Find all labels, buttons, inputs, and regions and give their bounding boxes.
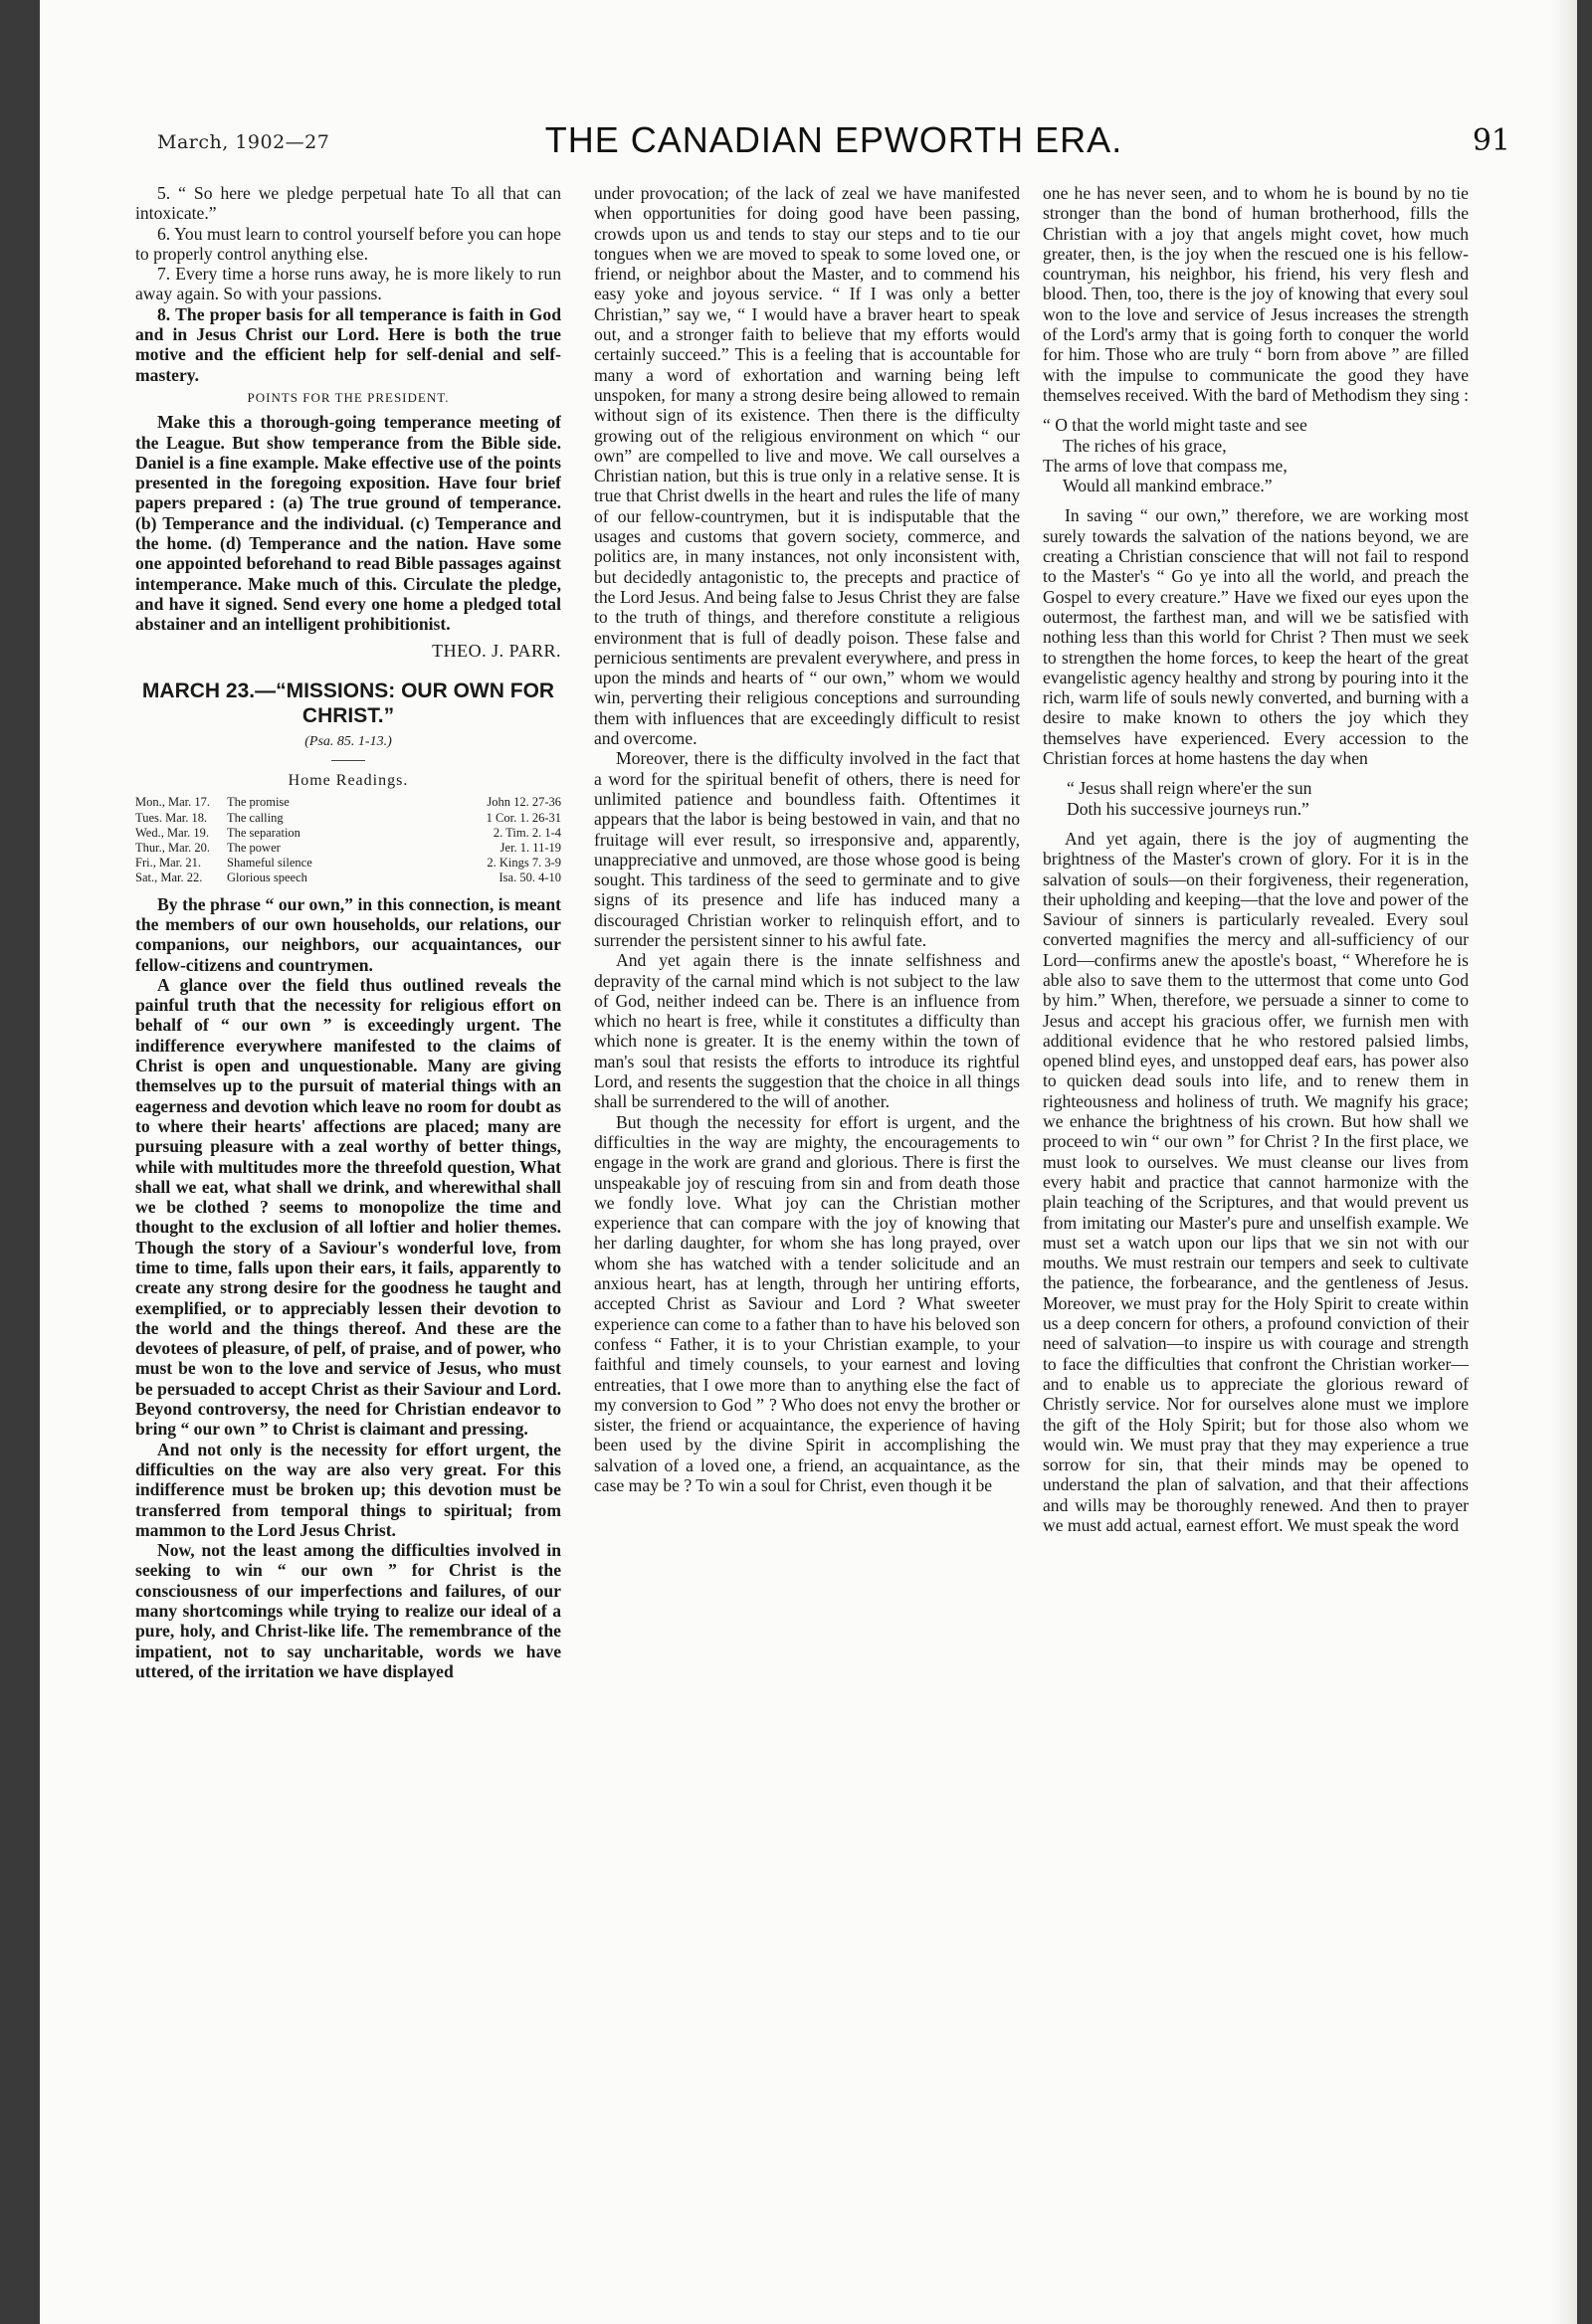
- table-row: [135, 795, 561, 810]
- verse-line: Would all mankind embrace.”: [1063, 476, 1273, 496]
- hymn-verse: [1043, 778, 1469, 819]
- verse-line: The arms of love that compass me,: [1043, 455, 1288, 476]
- reading-topic: Shameful silence: [227, 856, 312, 871]
- reading-day: Wed., Mar. 19.: [135, 825, 209, 840]
- verse-line: Doth his successive journeys run.”: [1067, 798, 1309, 819]
- body-paragraph: And not only is the necessity for effort urgent, the difficulties on the way are also very great. For this indifference must be broken up; this devotion must be transferred from temporal things to spiritual; from mammon to the Lord Jesus Christ.: [135, 1439, 561, 1540]
- table-row: [135, 811, 561, 826]
- home-readings-title: Home Readings.: [288, 772, 409, 790]
- reading-ref: 1 Cor. 1. 26-31: [486, 810, 561, 825]
- list-item: 7. Every time a horse runs away, he is more likely to run away again. So with your passions.: [135, 264, 561, 304]
- scripture-reference: (Psa. 85. 1-13.): [304, 733, 392, 749]
- body-paragraph: one he has never seen, and to whom he is bound by no tie stronger than the bond of human brotherhood, fills the Christian with a joy that angels might covet, how much greater, then, is the joy when the rescued one is his fellow-countryman, his neighbor, his friend, his very flesh and blood. Then, too, there is the joy of knowing that every soul won to the love and service of Jesus increases the strength of the Lord's army that is going forth to conquer the world for him. Those who are truly “ born from above ” are filled with the impulse to communicate the good they have themselves received. With the bard of Methodism they sing :: [1043, 183, 1469, 405]
- reading-day: Sat., Mar. 22.: [135, 871, 203, 885]
- points-text: Make this a thorough-going temperance meeting of the League. But show temperance from the Bible side. Daniel is a fine example. Make effective use of the points presented in the foregoing exposition. Have four brief papers prepared : (a) The true ground of temperance. (b) Temperance and the individual. (c) Temperance and the home. (d) Temperance and the nation. Have some one appointed beforehand to read Bible passages against intemperance. Make much of this. Circulate the pledge, and have it signed. Send every one home a pledged total abstainer and an intelligent prohibitionist.: [135, 412, 561, 635]
- reading-ref: Jer. 1. 11-19: [499, 841, 561, 856]
- body-paragraph: under provocation; of the lack of zeal we have manifested when opportunities for doing good have been passing, crowds upon us and tends to stay our steps and to tie our tongues when we are moved to speak to some loved one, or friend, or neighbor about the Master, and to commend his easy yoke and joyous service. “ If I was only a better Christian,” say we, “ I would have a braver heart to speak out, and a stronger faith to believe that my efforts would certainly succeed.” This is a feeling that is accountable for many a word of exhortation and warning being left unspoken, for many a strong desire being allowed to remain without sign of its existence. Then there is the difficulty growing out of the religious environment on which “ our own” are compelled to live and move. We call ourselves a Christian nation, but this is true only in a relative sense. It is true that Christ dwells in the heart and rules the life of many of our fellow-countrymen, but it is indisputable that the usages and customs that govern society, commerce, and politics are, in many instances, not only inconsistent with, but decidedly antagonistic to, the precepts and practice of the Lord Jesus. And being false to Jesus Christ they are false to the truth of things, and therefore constitute a religious environment that is full of deadly poison. These false and pernicious sentiments are prevalent everywhere, and press in upon the minds and hearts of “ our own,” whom we would win, perverting their religious conceptions and surrounding them with influences that are exceedingly difficult to resist and overcome.: [594, 183, 1020, 749]
- hymn-verse: [1043, 415, 1469, 495]
- body-paragraph: A glance over the field thus outlined reveals the painful truth that the necessity for religious effort on behalf of “ our own ” is exceedingly urgent. The indifference everywhere manifested to the claims of Christ is open and unquestionable. Many are giving themselves up to the pursuit of material things with an eagerness and devotion which leave no room for doubt as to where their hearts' affections are placed; many are pursuing pleasure with a zeal worthy of better things, while with multitudes more the threefold question, What shall we eat, what shall we drink, and wherewithal shall we be clothed ? seems to monopolize the time and thought to the exclusion of all loftier and holier themes. Though the story of a Saviour's wonderful love, from time to time, falls upon their ears, it fails, apparently to create any strong desire for the goodness he taught and exemplified, or to appreciably lessen their devotion to the world and the things thereof. And these are the devotees of pleasure, of pelf, of praise, and of power, who must be won to the love and service of Jesus, who must be persuaded to accept Christ as their Saviour and Lord. Beyond controversy, the need for Christian endeavor to bring “ our own ” to Christ is claimant and pressing.: [135, 974, 561, 1440]
- verse-line: The riches of his grace,: [1063, 435, 1227, 456]
- list-item: 6. You must learn to control yourself before you can hope to properly control anything else.: [135, 223, 561, 264]
- reading-topic: The promise: [227, 795, 290, 810]
- body-paragraph: But though the necessity for effort is urgent, and the difficulties in the way are mighty, the encouragements to engage in the work are grand and glorious. There is first the unspeakable joy of rescuing from sin and from death those we fondly love. What joy can the Christian mother experience that can compare with the joy of knowing that her darling daughter, for whom she has long prayed, over whom she has watched with a tender solicitude and an anxious heart, has at length, through her untiring efforts, accepted Christ as Saviour and Lord ? What sweeter experience can come to a father than to have his beloved son confess “ Father, it is to your Christian example, to your faithful and timely counsels, to your earnest and loving entreaties, that I owe more than to anything else the fact of my conversion to God ” ? Who does not envy the brother or sister, the friend or acquaintance, the experience of having been used by the divine Spirit in accomplishing the salvation of a loved one, a friend, an acquaintance, as the case may be ? To win a soul for Christ, even though it be: [594, 1111, 1020, 1495]
- issue-date: March, 1902—27: [157, 131, 330, 153]
- list-item: 8. The proper basis for all temperance is faith in God and in Jesus Christ our Lord. Here is both the true motive and the efficient help for self-denial and self-mastery.: [135, 303, 561, 385]
- body-paragraph: Moreover, there is the difficulty involved in the fact that a word for the spiritual benefit of others, there is need for unlimited patience and boundless faith. Oftentimes it appears that the labor is being bestowed in vain, and that no fruitage will ever result, so irresponsive and, apparently, unappreciative and unmoved, are those whose good is being sought. This tardiness of the seed to germinate and to give signs of its presence and life has induced many a discouraged Christian worker to relinquish effort, and to surrender the persistent sinner to his awful fate.: [594, 748, 1020, 950]
- reading-topic: Glorious speech: [227, 871, 307, 885]
- reading-day: Thur., Mar. 20.: [135, 841, 210, 856]
- column-2: [594, 183, 1020, 2223]
- page-number: 91: [1472, 123, 1510, 158]
- body-paragraph: And yet again, there is the joy of augmenting the brightness of the Master's crown of glory. For it is in the salvation of souls—on their forgiveness, their regeneration, their upholding and keeping—that the love and power of the Saviour of sinners is particularly revealed. Every soul converted magnifies the mercy and all-sufficiency of our Lord—confirms anew the apostle's boast, “ Wherefore he is able also to save them to the uttermost that come unto God by him.” When, therefore, we persuade a sinner to come to Jesus and accept his gracious offer, we furnish men with additional evidence that he who restored palsied limbs, opened blind eyes, and unstopped deaf ears, has power also to quicken dead souls into life, and to renew them in righteousness and holiness of truth. We magnify his grace; we enhance the brightness of his crown. But how shall we proceed to win “ our own ” for Christ ? In the first place, we must look to ourselves. We must cleanse our lives from every habit and practice that cannot harmonize with the plain teaching of the Scriptures, and that would prevent us from imitating our Master's pure and unselfish example. We must set a watch upon our lips that we sin not with our mouths. We must restrain our tempers and seek to cultivate the patience, the forbearance, and the gentleness of Jesus. Moreover, we must pray for the Holy Spirit to create within us a deep concern for others, a profound conviction of their need of salvation—to inspire us with courage and strength to face the difficulties that confront the Christian worker—and to enable us to appreciate the glorious reward of Christly service. Nor for ourselves alone must we implore the gift of the Holy Spirit; but for those also whom we would win. We must pray that they may experience a true sorrow for sin, that their minds may be opened to understand the plan of salvation, and that their affections and wills may be thoroughly renewed. And then to prayer we must add actual, earnest effort. We must speak the word: [1043, 828, 1469, 1535]
- reading-day: Tues. Mar. 18.: [135, 810, 208, 825]
- page-header: [157, 119, 1510, 179]
- divider: [331, 760, 365, 761]
- reading-day: Mon., Mar. 17.: [135, 795, 210, 810]
- reading-ref: John 12. 27-36: [487, 795, 561, 810]
- column-3: [1043, 183, 1469, 2223]
- page: [40, 0, 1577, 2324]
- table-row: [135, 871, 561, 885]
- table-row: [135, 826, 561, 841]
- magazine-title: THE CANADIAN EPWORTH ERA.: [544, 119, 1123, 160]
- column-1: [135, 183, 561, 2223]
- page-edge-shadow: [1552, 0, 1577, 2324]
- reading-day: Fri., Mar. 21.: [135, 856, 201, 871]
- body-paragraph: Now, not the least among the difficulties involved in seeking to win “ our own ” for Christ is the consciousness of our imperfections and failures, of our many shortcomings while trying to realize our ideal of a pure, holy, and Christ-like life. The remembrance of the impatient, not to say uncharitable, words we have uttered, of the irritation we have displayed: [135, 1540, 561, 1681]
- body-paragraph: In saving “ our own,” therefore, we are working most surely towards the salvation of the nations beyond, we are creating a Christian conscience that will not fail to respond to the Master's “ Go ye into all the world, and preach the Gospel to every creature.” Have we fixed our eyes upon the outermost, the farthest man, and will we be satisfied with nothing less than this world for Christ ? Then must we seek to strengthen the home forces, to keep the heart of the great evangelistic agency healthy and strong by pouring into it the rich, warm life of souls newly converted, and burning with a desire to make known to others the joy which they themselves have experienced. Every accession to the Christian forces at home hastens the day when: [1043, 505, 1469, 769]
- verse-line: “ Jesus shall reign where'er the sun: [1067, 778, 1312, 799]
- reading-ref: 2. Kings 7. 3-9: [487, 856, 561, 871]
- verse-line: “ O that the world might taste and see: [1043, 415, 1307, 436]
- list-item: 5. “ So here we pledge perpetual hate To all that can intoxicate.”: [135, 183, 561, 224]
- author-signature: THEO. J. PARR.: [432, 640, 561, 661]
- table-row: [135, 841, 561, 856]
- readings-table: [135, 795, 561, 885]
- reading-topic: The calling: [227, 810, 284, 825]
- reading-topic: The power: [227, 841, 281, 856]
- section-title: MARCH 23.—“MISSIONS: OUR OWN FOR CHRIST.”: [141, 678, 555, 727]
- table-row: [135, 856, 561, 871]
- reading-topic: The separation: [227, 825, 300, 840]
- points-heading: POINTS FOR THE PRESIDENT.: [247, 389, 450, 405]
- reading-ref: 2. Tim. 2. 1-4: [493, 825, 561, 840]
- body-paragraph: And yet again there is the innate selfishness and depravity of the carnal mind which is not subject to the law of God, neither indeed can be. There is an influence from which no heart is free, while it constitutes a difficulty than which none is greater. It is the enemy within the town of man's soul that resists the efforts to introduce its rightful Lord, and resents the suggestion that the choice in all things shall be surrendered to the will of another.: [594, 950, 1020, 1112]
- body-paragraph: By the phrase “ our own,” in this connection, is meant the members of our own households, our relations, our companions, our neighbors, our acquaintances, our fellow-citizens and countrymen.: [135, 893, 561, 975]
- reading-ref: Isa. 50. 4-10: [498, 871, 561, 885]
